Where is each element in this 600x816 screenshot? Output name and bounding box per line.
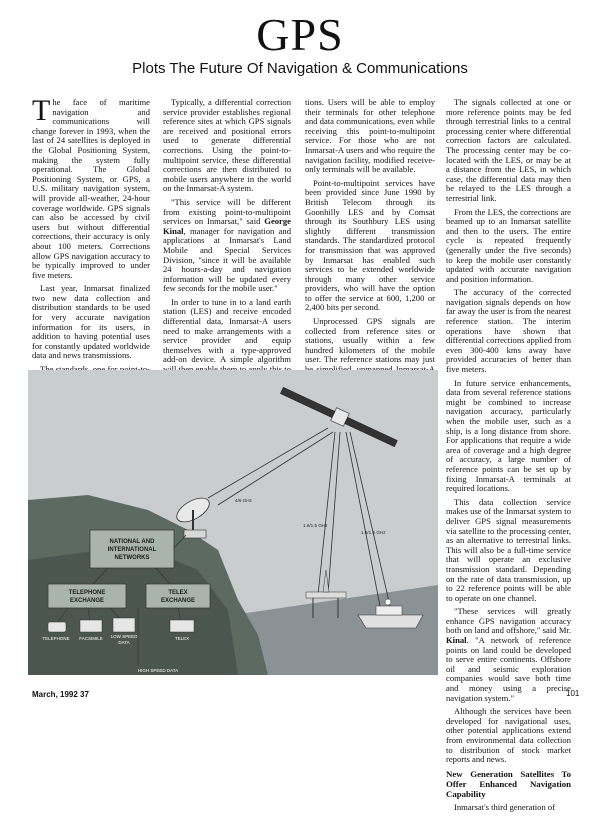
paragraph: tions. Users will be able to employ their terminals for other telephone and data communications, even while receiving this point-to-multipoint service. For those who are not Inmarsat-A users and who require the navigation facility, modified receive-only terminals will be available. <box>305 97 435 175</box>
box-label-line: EXCHANGE <box>160 598 196 604</box>
paragraph: Typically, a differential correction service provider establishes regional reference sites at which GPS signals are received and positional errors used to generate differential corrections. Using the point-to-multipoint service, these differential corrections are then distributed to mobile users anywhere in the world on the Inmarsat-A system. <box>163 97 291 194</box>
paragraph <box>32 94 150 280</box>
telex-icon <box>170 620 194 632</box>
box-label-line: TELEPHONE <box>68 590 106 596</box>
terminal-label-line: DATA <box>118 640 130 645</box>
section-subhead: New Generation Satellites To Offer Enhanced Navigation Capability <box>446 768 571 799</box>
network-label-line: NATIONAL AND <box>109 539 155 545</box>
paragraph: The accuracy of the corrected navigation signals depends on how far away the user is from the nearest reference station. The interim operations have shown that differential corrections applied from even 300-400 kms away have provided accuracies of better than five meters. <box>446 287 571 375</box>
telex-exchange-box <box>146 584 210 608</box>
telephone-exchange-box <box>48 584 126 608</box>
network-label-line: NETWORKS <box>114 555 150 561</box>
paragraph-text: he face of maritime navigation and communications will change forever in 1993, when the last of 24 satellites is deployed in the Global Positioning System, making the system fully operational. The Global Positioning System, or GPS, a U.S. military navigation system, will provide all-weather, 24-hour coverage worldwide. GPS signals can also be accessed by civil users but without differential corrections, their accuracy is only about 100 meters. Corrections allow GPS navigation accuracy to be typically improved to under five meters. <box>32 97 150 280</box>
illustration-svg <box>28 370 438 675</box>
quote-text: "This service will be different from existing point-to-multipoint services on Inmarsat," said <box>163 196 291 227</box>
paragraph: In future service enhancements, data from several reference stations might be combined to increase navigation accuracy, particularly when the mobile user, such as a ship, is a long distance from shore. For applications that require a wide area of coverage and a high degree of accuracy, a large number of reference points can be set up by fixing Inmarsat-A terminals at required locations. <box>446 377 571 494</box>
paragraph <box>163 198 291 294</box>
telephone-icon <box>48 622 66 632</box>
quote-text: "These services will greatly enhance GPS navigation accuracy both on land and offshore," said Mr. <box>446 606 571 636</box>
frequency-label: 1.6/1.5 GHz <box>361 530 386 535</box>
paragraph: Point-to-multipoint services have been provided since June 1990 by British Telecom through its Goonhilly LES and by Comsat through its Southbury LES using slightly different transmission standards. The standardized protocol for transmission that was approved by Inmarsat has enabled such services to be extended worldwide through many other service providers, who will have the option to offer the service at 600, 1,200 or 2,400 bits per second. <box>305 177 435 313</box>
person-name: Kinal <box>446 635 467 646</box>
box-label-line: TELEX <box>168 590 188 596</box>
drop-cap: T <box>32 94 51 127</box>
national-networks-box <box>90 530 174 568</box>
paragraph: Last year, Inmarsat finalized two new data collection and distribution standards to be used for very accurate navigation information for its users, in addition to having potential uses for constantly updated worldwide data and news transmissions. <box>32 283 150 361</box>
paragraph: In order to tune in to a land earth station (LES) and receive encoded differential data, Inmarsat-A users need to make arrangements with a service provider and equip themselves with a type-approved add-on device. A simple algorithm <box>163 296 291 365</box>
terminal-label-line: LOW SPEED <box>110 634 138 639</box>
page-number: 101 <box>566 689 580 698</box>
paragraph: Although the services have been developed for navigational uses, other potential applications extend from environmental data collection to distribution of stock market reports and news. <box>446 706 571 765</box>
paragraph: This data collection service makes use of the Inmarsat system to deliver GPS signal measurements via satellite to the processing center, as an alternative to terrestrial links. This will also be a full-time service that will operate an exclusive transmission standard. Depending on the rate of data transmission, up to 22 reference points will be able to operate on one channel. <box>446 496 571 603</box>
frequency-label: 4/6 GHz <box>235 498 252 503</box>
terminal-label: HIGH SPEED DATA <box>137 668 179 673</box>
article-subtitle: Plots The Future Of Navigation & Communications <box>132 60 468 77</box>
footer-date: March, 1992 37 <box>32 690 89 699</box>
quote-text: , manager for navigation and applications at Inmarsat's Land Mobile and Special Services Division, "since it will be available 24 hours-a-day and navigation information will be updated every few seconds for the mobile user." <box>163 225 291 294</box>
facsimile-icon <box>80 620 102 632</box>
paragraph: Inmarsat's third generation of <box>454 801 556 812</box>
terminal-label: TELEX <box>174 636 190 641</box>
paragraph: Unprocessed GPS signals are collected from reference sites or stations, usually within a few hundred kilometers of the mobile user. The reference stations may just <box>305 316 435 365</box>
frequency-label: 1.6/1.5 GHz <box>303 523 328 528</box>
low-speed-data-icon <box>113 618 135 632</box>
column-4 <box>446 98 571 816</box>
terminal-label: TELEPHONE <box>42 636 70 641</box>
article-title: GPS <box>256 9 344 60</box>
network-label-line: INTERNATIONAL <box>107 547 157 553</box>
paragraph <box>446 607 571 703</box>
quote-text: . "A network of reference points on land could be developed to serve entire continents. Offshore oil and seismic exploration companies would save both time and money using a precise navigation system." <box>446 635 571 703</box>
paragraph: The signals collected at one or more reference points may be fed through terrestrial links to a central processing center where differential correction factors are calculated. The processing center may be co-located with the LES, or may be at a distance from the LES, in which case, the differential data may then be relayed to the LES through a terrestrial link. <box>446 97 571 203</box>
person-name: George Kinal <box>163 216 291 236</box>
box-label-line: EXCHANGE <box>69 598 105 604</box>
paragraph: From the LES, the corrections are beamed up to an Inmarsat satellite and then to the users. The entire cycle is repeated frequently (generally under the five seconds) to keep the mobile user constantly updated with accurate navigation and position information. <box>446 206 571 284</box>
system-illustration <box>28 370 438 675</box>
terminal-label: FACSIMILE <box>79 636 103 641</box>
